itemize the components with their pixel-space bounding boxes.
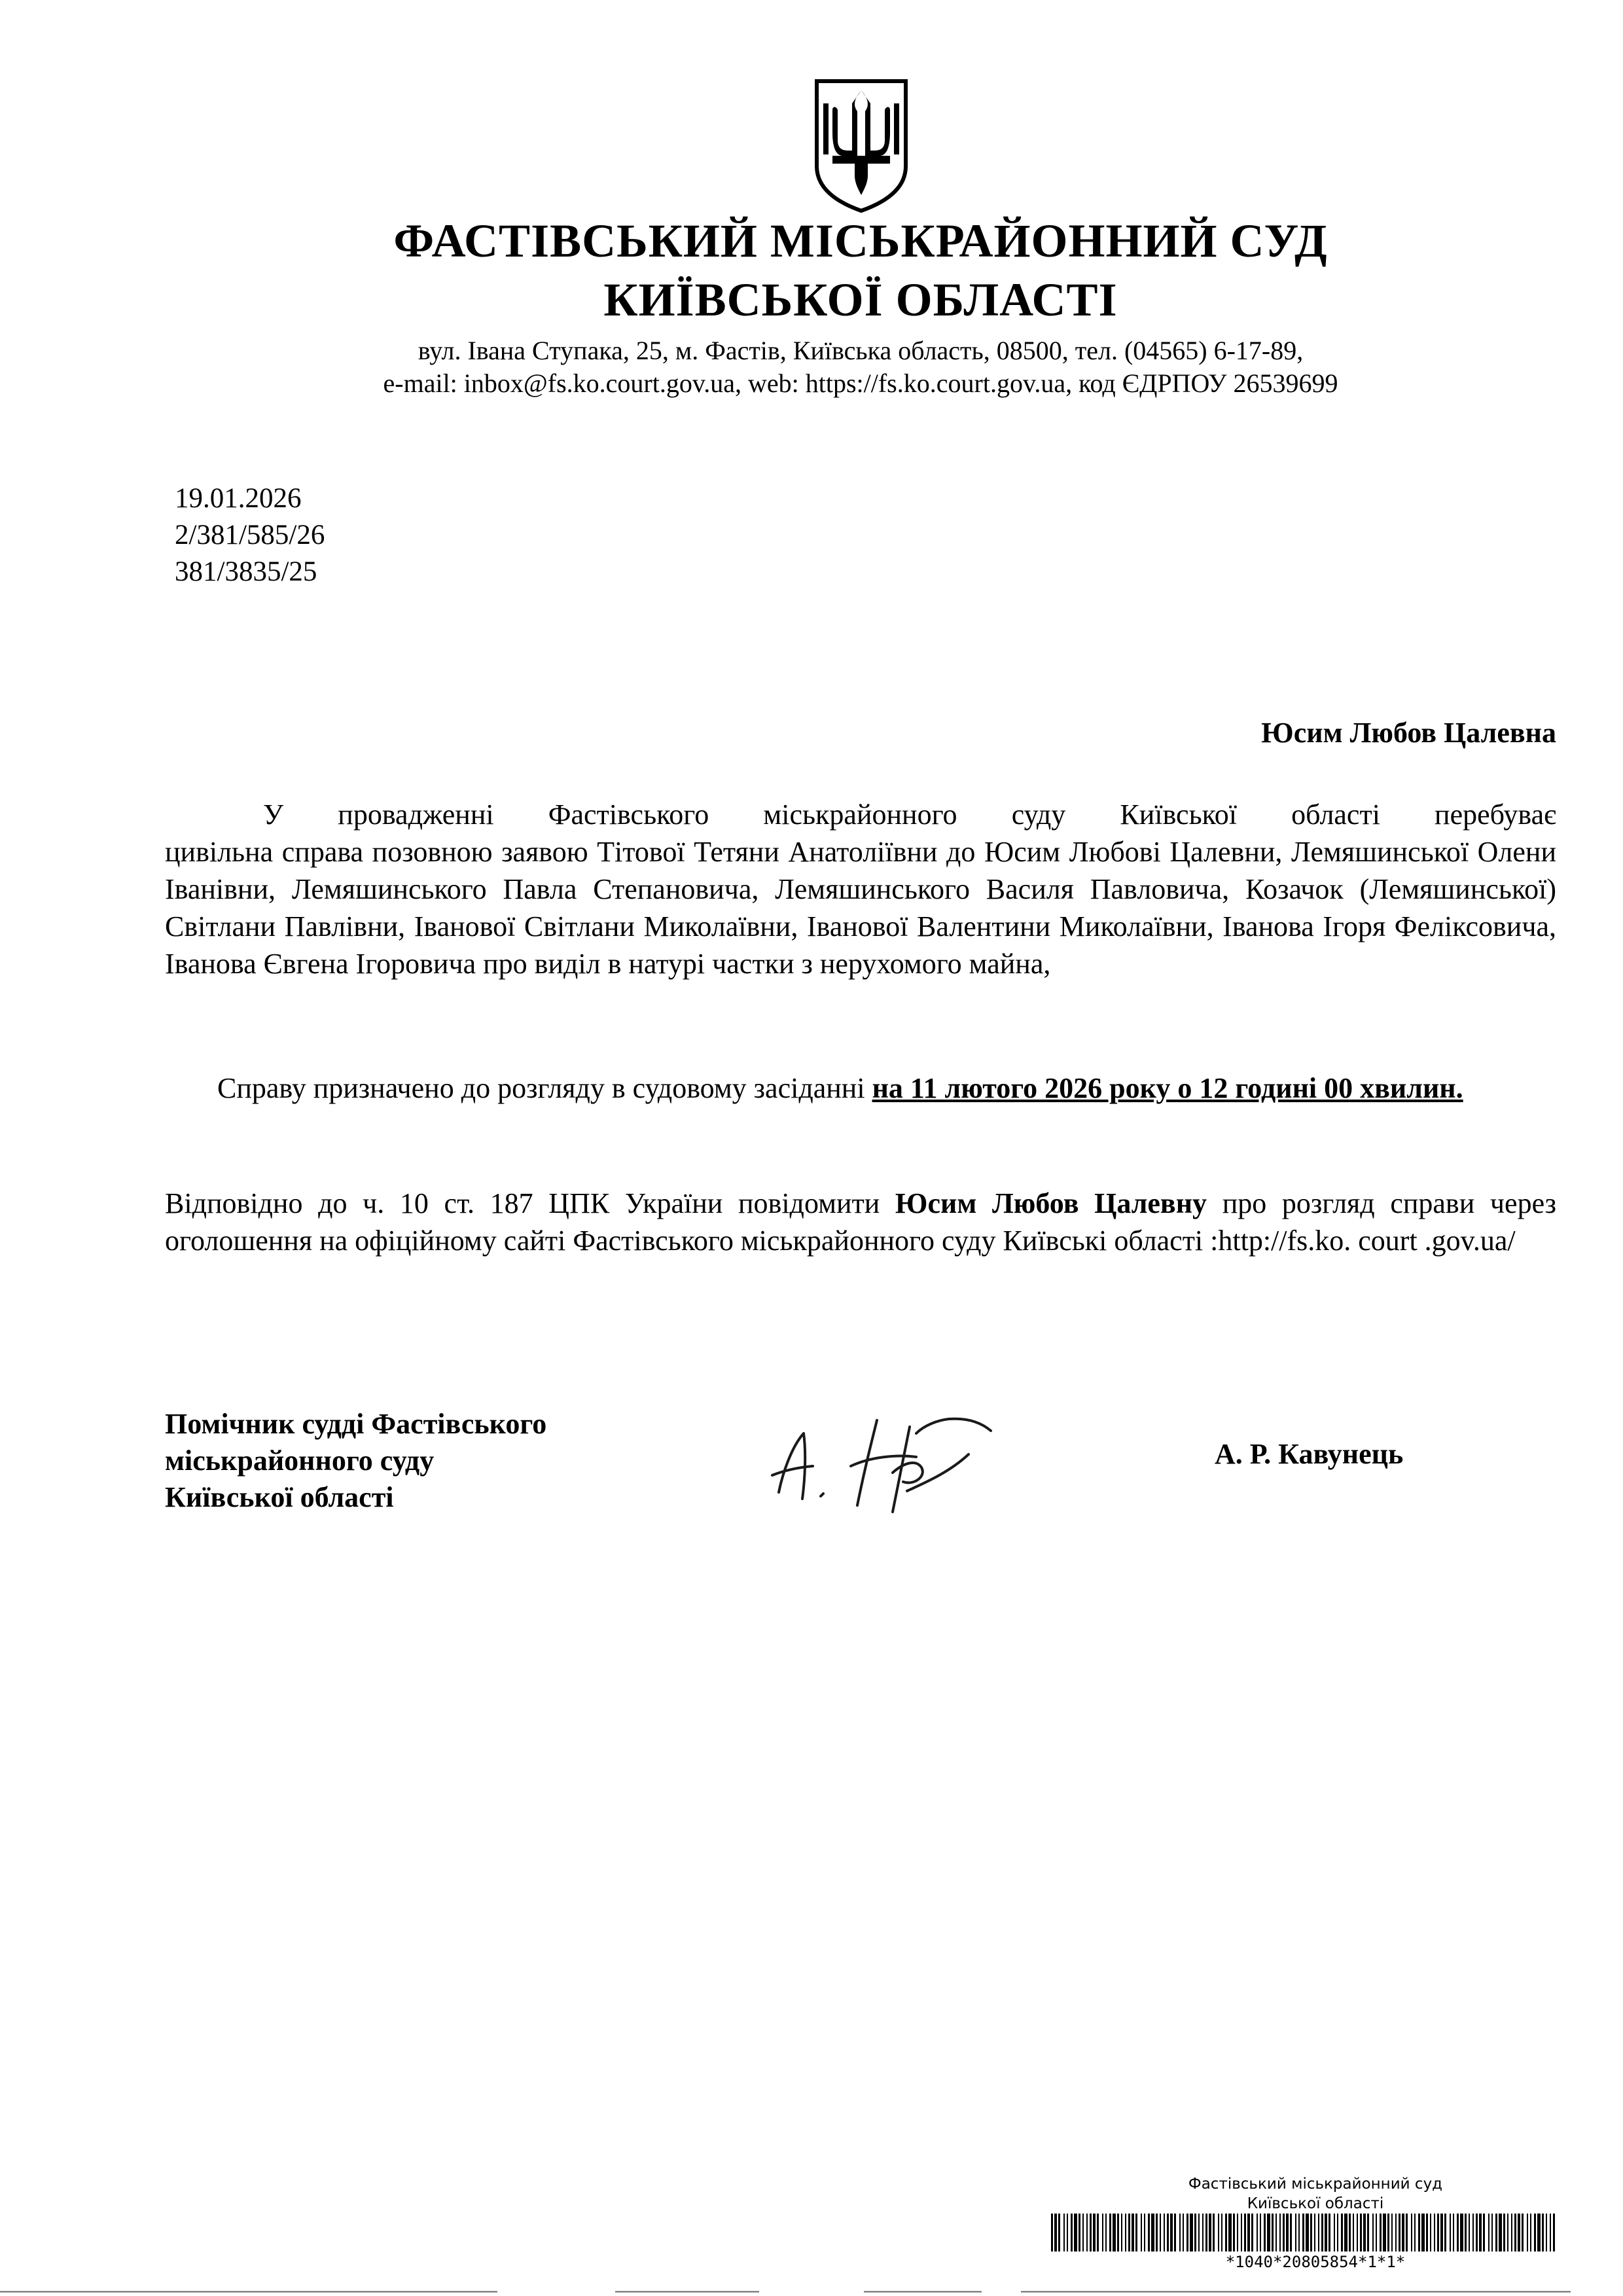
handwritten-signature	[753, 1394, 995, 1525]
barcode-bar	[1546, 2214, 1547, 2251]
barcode-bar	[1063, 2214, 1065, 2251]
barcode-bar	[1264, 2214, 1266, 2251]
barcode	[1051, 2214, 1555, 2251]
barcode-bar	[1298, 2214, 1300, 2251]
signer-position-line: міськрайонного суду	[165, 1444, 435, 1477]
barcode-bar	[1213, 2214, 1215, 2251]
signer-name: А. Р. Кавунець	[1215, 1438, 1404, 1470]
coat-of-arms-icon	[813, 77, 910, 213]
barcode-bar	[1148, 2214, 1150, 2251]
barcode-bar	[1086, 2214, 1088, 2251]
barcode-bar	[1472, 2214, 1474, 2251]
addressee: Юсим Любов Цалевна	[1261, 717, 1556, 749]
barcode-bar	[1376, 2214, 1377, 2251]
barcode-bar	[1295, 2214, 1296, 2251]
barcode-bar	[1325, 2214, 1327, 2251]
barcode-bar	[1067, 2214, 1068, 2251]
signer-position-line: Помічник судді Фастівського	[165, 1408, 547, 1440]
barcode-bar	[1440, 2214, 1443, 2251]
barcode-bar	[1167, 2214, 1169, 2251]
barcode-bar	[1344, 2214, 1347, 2251]
barcode-bar	[1221, 2214, 1222, 2251]
barcode-bar	[1357, 2214, 1358, 2251]
barcode-bar	[1534, 2214, 1536, 2251]
barcode-bar	[1272, 2214, 1274, 2251]
barcode-bar	[1102, 2214, 1103, 2251]
barcode-bar	[1514, 2214, 1516, 2251]
barcode-bar	[1074, 2214, 1077, 2251]
barcode-bar	[1383, 2214, 1386, 2251]
barcode-bar	[1244, 2214, 1246, 2251]
hearing-date: на 11 лютого 2026 року о 12 годині 00 хвилин.	[872, 1072, 1463, 1104]
barcode-bar	[1186, 2214, 1188, 2251]
barcode-bar	[1391, 2214, 1393, 2251]
barcode-bar	[1337, 2214, 1338, 2251]
barcode-bar	[1453, 2214, 1454, 2251]
barcode-bar	[1318, 2214, 1319, 2251]
barcode-bar	[1495, 2214, 1497, 2251]
barcode-bar	[1457, 2214, 1459, 2251]
court-region: КИЇВСЬКОЇ ОБЛАСТІ	[603, 274, 1118, 326]
barcode-bar	[1363, 2214, 1366, 2251]
barcode-bar	[1437, 2214, 1439, 2251]
barcode-bar	[1058, 2214, 1060, 2251]
barcode-bar	[1202, 2214, 1204, 2251]
barcode-bar	[1260, 2214, 1261, 2251]
barcode-bar	[1170, 2214, 1173, 2251]
barcode-bar	[1511, 2214, 1512, 2251]
barcode-bar	[1518, 2214, 1520, 2251]
barcode-bar	[1522, 2214, 1524, 2251]
barcode-bar	[1469, 2214, 1470, 2251]
barcode-bar	[1179, 2214, 1181, 2251]
barcode-bar	[1483, 2214, 1485, 2251]
barcode-bar	[1105, 2214, 1107, 2251]
barcode-bar	[1160, 2214, 1161, 2251]
barcode-bar	[1444, 2214, 1446, 2251]
barcode-bar	[1537, 2214, 1541, 2251]
signer-position-line: Київської області	[165, 1481, 394, 1513]
barcode-bar	[1353, 2214, 1354, 2251]
barcode-bar	[1395, 2214, 1397, 2251]
barcode-bar	[1251, 2214, 1253, 2251]
barcode-bar	[1426, 2214, 1428, 2251]
barcode-bar	[1399, 2214, 1400, 2251]
document-date: 19.01.2026	[175, 483, 302, 514]
barcode-bar	[1125, 2214, 1126, 2251]
barcode-bar	[1334, 2214, 1335, 2251]
barcode-bar	[1079, 2214, 1080, 2251]
barcode-bar	[1205, 2214, 1207, 2251]
notification-start: Відповідно до ч. 10 ст. 187 ЦПК України повідомити	[165, 1187, 895, 1219]
court-contacts: e-mail: inbox@fs.ko.court.gov.ua, web: https://fs.ko.court.gov.ua, код ЄДРПОУ 26539699	[383, 368, 1338, 398]
barcode-bar	[1290, 2214, 1292, 2251]
barcode-bar	[1306, 2214, 1309, 2251]
barcode-bar	[1499, 2214, 1502, 2251]
barcode-bar	[1241, 2214, 1242, 2251]
barcode-bar	[1225, 2214, 1227, 2251]
outgoing-number: 2/381/585/26	[175, 520, 325, 550]
barcode-bar	[1198, 2214, 1200, 2251]
barcode-bar	[1117, 2214, 1119, 2251]
case-number: 381/3835/25	[175, 556, 317, 587]
paragraph-hearing	[165, 1069, 1556, 1107]
barcode-bar	[1314, 2214, 1315, 2251]
barcode-bar	[1121, 2214, 1122, 2251]
barcode-bar	[1491, 2214, 1493, 2251]
barcode-bar	[1465, 2214, 1467, 2251]
barcode-bar	[1349, 2214, 1351, 2251]
barcode-bar	[1530, 2214, 1531, 2251]
barcode-bar	[1279, 2214, 1281, 2251]
paragraph-case-description	[165, 796, 1556, 982]
paragraph-first-line: У провадженні Фастівського міськрайонного суду Київської області перебуває	[263, 798, 1556, 831]
barcode-bar	[1267, 2214, 1270, 2251]
barcode-bar	[1174, 2214, 1176, 2251]
barcode-bar	[1380, 2214, 1382, 2251]
barcode-bar	[1418, 2214, 1420, 2251]
barcode-bar	[1144, 2214, 1145, 2251]
barcode-bar	[1503, 2214, 1505, 2251]
barcode-bar	[1367, 2214, 1369, 2251]
barcode-bar	[1093, 2214, 1096, 2251]
barcode-bar	[1233, 2214, 1235, 2251]
barcode-bar	[1488, 2214, 1489, 2251]
barcode-bar	[1247, 2214, 1250, 2251]
barcode-bar	[1090, 2214, 1092, 2251]
registry-court-name: Фастівський міськрайонний суд	[1188, 2176, 1443, 2193]
barcode-bar	[1527, 2214, 1528, 2251]
barcode-bar	[1542, 2214, 1544, 2251]
barcode-bar	[1051, 2214, 1053, 2251]
barcode-bar	[1341, 2214, 1343, 2251]
barcode-bar	[1283, 2214, 1285, 2251]
barcode-bar	[1164, 2214, 1165, 2251]
barcode-bar	[1460, 2214, 1463, 2251]
footer-rule	[0, 2291, 1623, 2293]
barcode-bar	[1430, 2214, 1431, 2251]
barcode-bar	[1209, 2214, 1211, 2251]
barcode-bar	[1132, 2214, 1134, 2251]
barcode-bar	[1128, 2214, 1130, 2251]
signer-position	[165, 1406, 546, 1516]
barcode-bar	[1286, 2214, 1289, 2251]
barcode-bar	[1141, 2214, 1142, 2251]
barcode-bar	[1450, 2214, 1451, 2251]
hearing-text: Справу призначено до розгляду в судовому засіданні	[217, 1072, 872, 1104]
barcode-bar	[1387, 2214, 1389, 2251]
paragraph-body: цивільна справа позовною заявою Тітової Тетяни Анатоліївни до Юсим Любові Цалевни, Лемяшинської Олени Іванівни, Лемяшинського Павла Степановича, Лемяшинського Василя Павловича, Козачок (Лемяшинської) Світлани Павлівни, Іванової Світлани Миколаївни, Іванової Валентини Миколаївни, Іванова Ігоря Феліксовича, Іванова Євгена Ігоровича про виділ в натурі частки з нерухомого майна,	[165, 836, 1556, 980]
barcode-bar	[1082, 2214, 1084, 2251]
barcode-bar	[1190, 2214, 1193, 2251]
barcode-bar	[1109, 2214, 1111, 2251]
barcode-bar	[1406, 2214, 1408, 2251]
barcode-bar	[1113, 2214, 1116, 2251]
barcode-bar	[1257, 2214, 1258, 2251]
barcode-bar	[1402, 2214, 1404, 2251]
barcode-bar	[1550, 2214, 1551, 2251]
barcode-bar	[1310, 2214, 1312, 2251]
barcode-bar	[1360, 2214, 1362, 2251]
barcode-bar	[1414, 2214, 1416, 2251]
barcode-bar	[1156, 2214, 1158, 2251]
barcode-bar	[1553, 2214, 1555, 2251]
barcode-bar	[1372, 2214, 1374, 2251]
barcode-bar	[1135, 2214, 1137, 2251]
barcode-bar	[1194, 2214, 1196, 2251]
barcode-bar	[1302, 2214, 1304, 2251]
barcode-bar	[1275, 2214, 1277, 2251]
barcode-bar	[1097, 2214, 1099, 2251]
barcode-bar	[1479, 2214, 1482, 2251]
notification-end: про розгляд справи через оголошення на офіційному сайті Фастівського міськрайонного суду Київські області :http://fs.ko. court .gov.ua/	[165, 1187, 1557, 1257]
barcode-bar	[1218, 2214, 1219, 2251]
barcode-bar	[1434, 2214, 1435, 2251]
barcode-number: *1040*20805854*1*1*	[1225, 2253, 1406, 2271]
court-name: ФАСТІВСЬКИЙ МІСЬКРАЙОННИЙ СУД	[393, 215, 1328, 267]
barcode-bar	[1476, 2214, 1478, 2251]
barcode-bar	[1329, 2214, 1330, 2251]
barcode-bar	[1421, 2214, 1425, 2251]
court-address: вул. Івана Ступака, 25, м. Фастів, Київська область, 08500, тел. (04565) 6-17-89,	[418, 336, 1304, 365]
barcode-bar	[1228, 2214, 1232, 2251]
barcode-bar	[1071, 2214, 1073, 2251]
barcode-bar	[1151, 2214, 1154, 2251]
barcode-bar	[1054, 2214, 1057, 2251]
paragraph-notification	[165, 1185, 1556, 1259]
barcode-bar	[1507, 2214, 1508, 2251]
registry-court-region: Київської області	[1247, 2195, 1384, 2212]
barcode-bar	[1321, 2214, 1323, 2251]
barcode-bar	[1237, 2214, 1238, 2251]
notified-person: Юсим Любов Цалевну	[895, 1187, 1207, 1219]
barcode-bar	[1183, 2214, 1184, 2251]
barcode-bar	[1411, 2214, 1412, 2251]
